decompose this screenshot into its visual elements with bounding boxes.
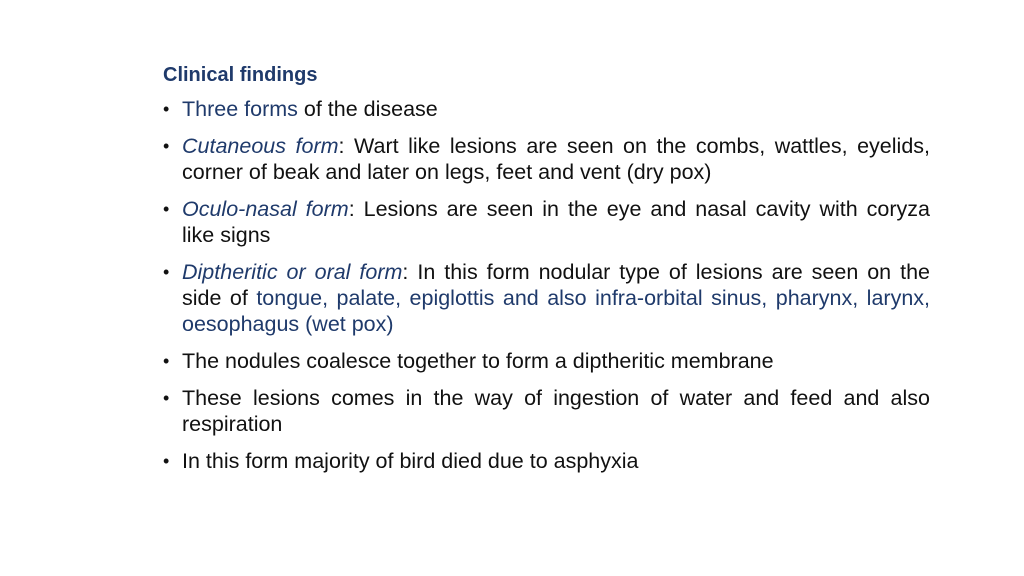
bullet-icon: • [163, 388, 170, 408]
bullet-icon: • [163, 262, 170, 282]
bullet-item-oculo-nasal-form [163, 196, 930, 248]
bullet-highlight: Three forms [182, 97, 298, 121]
bullet-text: : Lesions are seen in the eye and nasal cavity with coryza like signs [182, 197, 930, 247]
bullet-text: In this form majority of bird died due to asphyxia [182, 449, 639, 473]
bullet-item-diptheritic-form [163, 259, 930, 337]
slide-title: Clinical findings [163, 64, 318, 86]
bullet-term: Diptheritic or oral form [182, 260, 403, 284]
bullet-text: : In this form nodular type of lesions are seen on the side of [182, 260, 930, 310]
bullet-item-three-forms [163, 96, 930, 122]
bullet-item-nodules [163, 348, 930, 374]
bullet-term: Cutaneous form [182, 134, 339, 158]
bullet-text: The nodules coalesce together to form a diptheritic membrane [182, 349, 774, 373]
bullet-term: Oculo-nasal form [182, 197, 349, 221]
bullet-icon: • [163, 99, 170, 119]
bullet-item-asphyxia [163, 448, 930, 474]
bullet-list [163, 96, 930, 474]
bullet-highlight: tongue, palate, epiglottis and also infra-orbital sinus, pharynx, larynx, oesophagus (wet pox) [182, 286, 930, 336]
bullet-item-lesions-ingestion [163, 385, 930, 437]
bullet-text: of the disease [297, 97, 438, 121]
bullet-text: : Wart like lesions are seen on the combs, wattles, eyelids, corner of beak and later on legs, feet and vent (dry pox) [182, 134, 931, 184]
bullet-icon: • [163, 451, 170, 471]
slide-content [163, 58, 930, 474]
bullet-text: These lesions comes in the way of ingestion of water and feed and also respiration [182, 386, 930, 436]
bullet-icon: • [163, 136, 170, 156]
bullet-icon: • [163, 351, 170, 371]
bullet-item-cutaneous-form [163, 133, 930, 185]
bullet-icon: • [163, 199, 170, 219]
